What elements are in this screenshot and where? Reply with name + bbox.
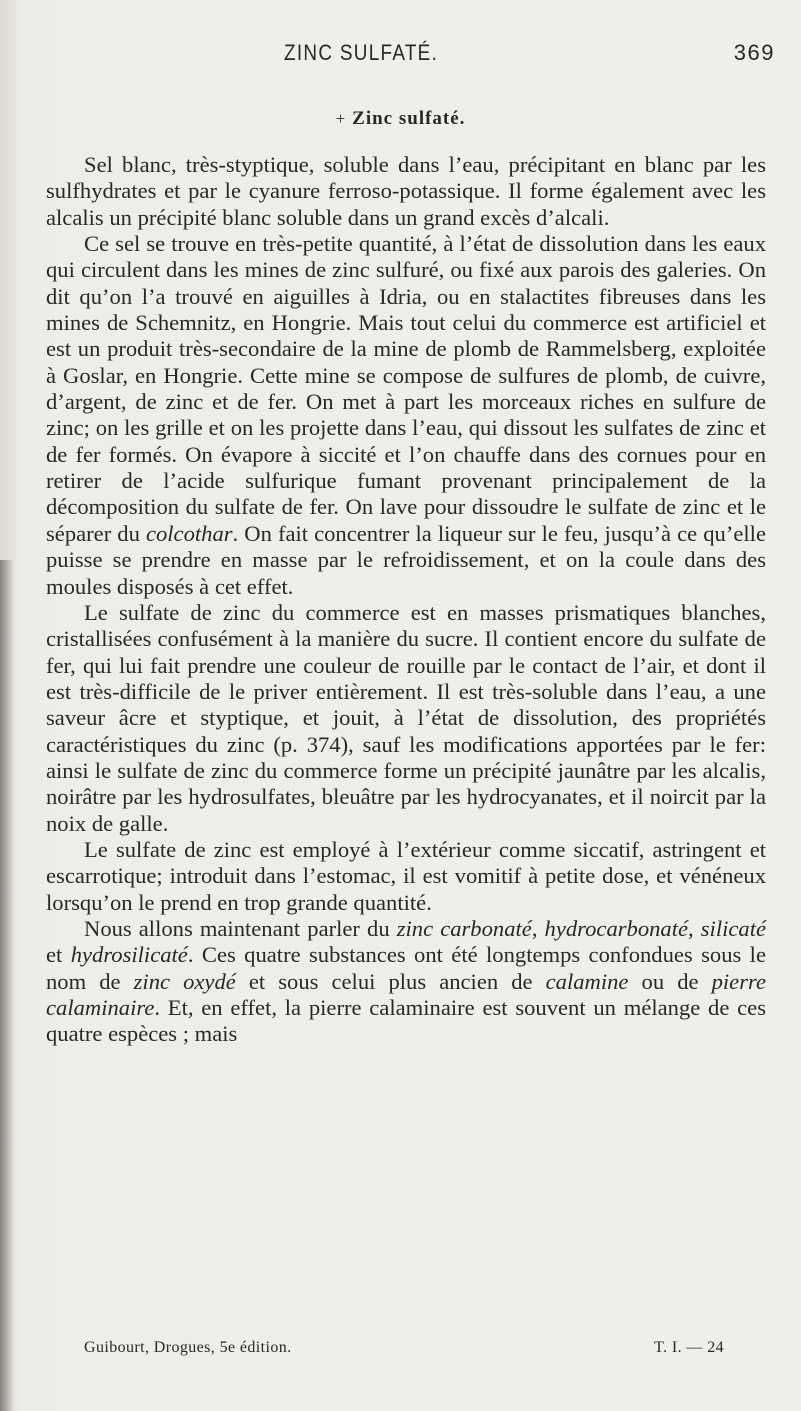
italic-term: zinc carbonaté [396, 915, 532, 941]
italic-term: colcothar [145, 520, 233, 546]
text-run: . Ces quatre substances ont été longtemps confondues sous le nom de [46, 942, 766, 994]
italic-term: pierre calaminaire [46, 968, 766, 1020]
text-run: et [46, 942, 71, 968]
page-footer [84, 1339, 724, 1361]
paragraph [46, 916, 766, 1048]
text-run: Ce sel se trouve en très-petite quantité, à l’état de dissolution dans les eaux qui circulent dans les mines de zinc sulfuré, ou fixé aux parois des galeries. On dit qu’on l’a trouvé en aiguilles à Idria, ou en stalactites fibreuses dans les mines de Schemnitz, en Hongrie. Mais tout celui du commerce est artificiel et est un produit très-secondaire de la mine de plomb de Rammelsberg, exploitée à Goslar, en Hongrie. Cette mine se compose de sulfures de plomb, de cuivre, d’argent, de zinc et de fer. On met à part les morceaux riches en sulfure de zinc; on les grille et on les projette dans l’eau, qui dissout les sulfates de zinc et de fer formés. On évapore à siccité et l’on chauffe dans des cornues pour en retirer de l’acide sulfurique fumant provenant principalement de la décomposition du sulfate de fer. On lave pour dissoudre le sulfate de zinc et le séparer du [46, 231, 766, 546]
text-run: et sous celui plus ancien de [235, 968, 546, 994]
paragraph [46, 837, 766, 916]
italic-term: zinc oxydé [133, 968, 236, 994]
italic-term: calamine [545, 968, 629, 994]
text-run: Le sulfate de zinc du commerce est en masses prismatiques blanches, cristallisées confusément à la manière du sucre. Il contient encore du sulfate de fer, qui lui fait prendre une couleur de rouille par le contact de l’air, et dont il est très-difficile de le priver entièrement. Il est très-soluble dans l’eau, a une saveur âcre et styptique, et jouit, à l’état de dissolution, des propriétés caractéristiques du zinc (p. 374), sauf les modifications apportées par le fer: ainsi le sulfate de zinc du commerce forme un précipité jaunâtre par les alcalis, noirâtre par les hydrosulfates, bleuâtre par les hydrocyanates, et il noircit par la noix de galle. [46, 599, 766, 836]
text-run: Sel blanc, très-styptique, soluble dans l’eau, précipitant en blanc par les sulfhydrates et par le cyanure ferroso-potassique. Il forme également avec les alcalis un précipité blanc soluble dans un grand excès d’alcali. [46, 152, 766, 230]
italic-term: hydrocarbonaté [544, 915, 689, 941]
text-run: . Et, en effet, la pierre calaminaire est souvent un mélange de ces quatre espèces ; mais [46, 995, 766, 1047]
text-run: , [531, 915, 545, 941]
paragraph [46, 600, 766, 837]
italic-term: hydrosilicaté [70, 942, 188, 968]
cross-mark: + [335, 109, 347, 128]
text-run: Nous allons maintenant parler du [84, 915, 397, 941]
section-title: Zinc sulfaté. [352, 108, 466, 129]
text-run: ou de [628, 968, 712, 994]
running-head [0, 40, 801, 70]
paragraph [46, 231, 766, 600]
gutter-shadow [0, 560, 14, 1411]
footer-signature: Guibourt, Drogues, 5e édition. [84, 1339, 292, 1356]
section-heading [0, 108, 801, 130]
running-title: ZINC SULFATÉ. [284, 40, 439, 65]
italic-term: silicaté [700, 915, 767, 941]
paragraph [46, 152, 766, 231]
text-run: , [688, 915, 701, 941]
body-text [46, 152, 766, 1048]
text-run: Le sulfate de zinc est employé à l’extérieur comme siccatif, astringent et escarrotique; introduit dans l’estomac, il est vomitif à petite dose, et vénéneux lorsqu’on le prend en trop grande quantité. [46, 836, 766, 915]
page-number: 369 [733, 40, 775, 65]
footer-volume-mark: T. I. — 24 [654, 1339, 724, 1356]
text-run: . On fait concentrer la liqueur sur le feu, jusqu’à ce qu’elle puisse se prendre en masse par le refroidissement, et on la coule dans des moules disposés à cet effet. [46, 520, 766, 599]
